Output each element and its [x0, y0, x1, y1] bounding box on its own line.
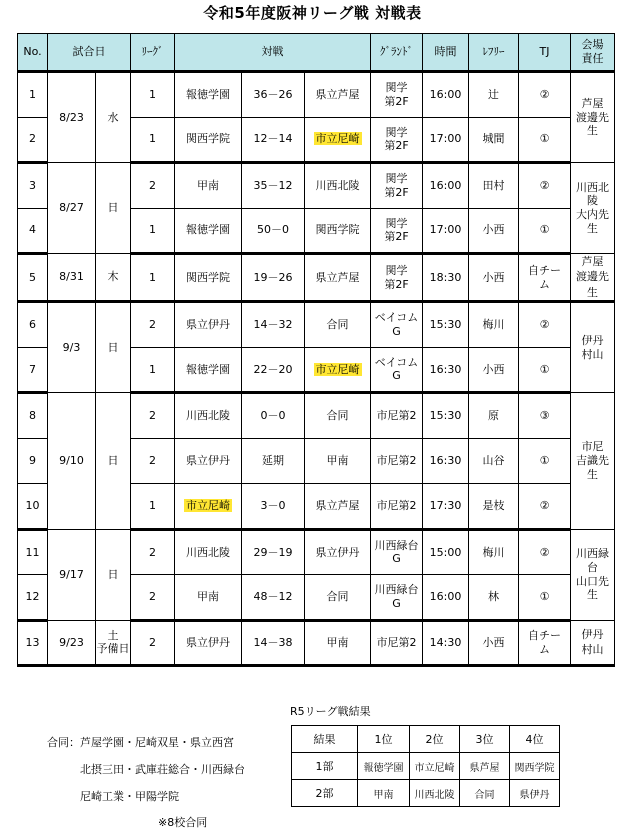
match-time: 17:00 — [423, 208, 469, 254]
match-away — [305, 393, 371, 439]
team-name: 合同 — [326, 409, 349, 423]
team-name: 14－38 — [253, 636, 293, 650]
match-tj: 自チー ム — [519, 620, 571, 666]
match-referee: 林 — [469, 575, 519, 621]
match-home — [175, 117, 242, 163]
ground-line: G — [392, 552, 401, 566]
match-home — [175, 438, 242, 484]
match-score — [242, 72, 305, 118]
team-name: 35－12 — [253, 178, 293, 192]
ground-line: 第2F — [384, 139, 409, 153]
venue-responsible — [571, 254, 615, 302]
match-day: 木 — [96, 254, 131, 302]
match-date: 9/23 — [48, 620, 96, 666]
match-no: 3 — [18, 163, 48, 209]
results-cell: 県伊丹 — [510, 780, 560, 807]
match-away — [305, 208, 371, 254]
match-away — [305, 117, 371, 163]
match-score — [242, 393, 305, 439]
team-name: 県立芦屋 — [315, 87, 360, 101]
team-name: 県立芦屋 — [315, 270, 360, 284]
match-league: 2 — [131, 438, 175, 484]
ground-line: 第2F — [384, 94, 409, 108]
team-name: 0－0 — [260, 409, 286, 423]
ground-line: ベイコムG — [374, 355, 419, 383]
match-row — [18, 163, 615, 209]
match-referee: 是枝 — [469, 484, 519, 530]
match-home — [175, 575, 242, 621]
match-ground — [371, 254, 423, 302]
match-home — [175, 208, 242, 254]
venue-resp-line: 伊丹 — [581, 628, 604, 642]
results-title: R5リーグ戦結果 — [290, 705, 371, 718]
venue-resp-line: 山口先生 — [576, 574, 610, 602]
match-league: 1 — [131, 208, 175, 254]
match-ground — [371, 620, 423, 666]
team-name: 県立伊丹 — [186, 318, 230, 332]
match-away — [305, 163, 371, 209]
match-day: 日 — [96, 302, 131, 393]
match-referee: 梅川 — [469, 302, 519, 348]
match-score — [242, 620, 305, 666]
match-tj: ② — [519, 484, 571, 530]
match-row — [18, 302, 615, 348]
match-day: 日 — [96, 393, 131, 530]
team-name: 関西学院 — [186, 132, 230, 146]
schedule-body — [18, 72, 615, 666]
match-row — [18, 529, 615, 575]
venue-resp-line: 村山 — [581, 643, 604, 657]
match-ground — [371, 347, 423, 393]
match-league: 2 — [131, 575, 175, 621]
page-title: 令和5年度阪神リーグ戦 対戦表 — [203, 4, 422, 22]
match-home — [175, 254, 242, 302]
venue-resp-line: 大内先生 — [576, 208, 610, 235]
team-name: 29－19 — [253, 545, 293, 559]
note-line-4: ※8校合同 — [158, 816, 208, 829]
team-name: 県立伊丹 — [315, 545, 360, 559]
match-row — [18, 393, 615, 439]
venue-resp-line: 村山 — [581, 347, 604, 361]
match-ground — [371, 575, 423, 621]
match-tj: ② — [519, 163, 571, 209]
match-time: 15:30 — [423, 302, 469, 348]
match-home — [175, 163, 242, 209]
results-header-cell: 4位 — [510, 726, 560, 753]
venue-responsible — [571, 620, 615, 666]
team-name: 報徳学園 — [186, 223, 230, 237]
results-cell: 報徳学園 — [358, 753, 410, 780]
match-referee: 小西 — [469, 208, 519, 254]
match-referee: 梅川 — [469, 529, 519, 575]
match-tj: ① — [519, 575, 571, 621]
venue-resp-line: 市尼 — [581, 440, 604, 454]
ground-line: 関学 — [385, 125, 408, 139]
team-name: 県立伊丹 — [186, 636, 230, 650]
match-referee: 辻 — [469, 72, 519, 118]
header-tj: TJ — [519, 34, 571, 72]
match-league: 1 — [131, 484, 175, 530]
match-away — [305, 302, 371, 348]
match-score — [242, 163, 305, 209]
match-tj: ② — [519, 529, 571, 575]
match-no: 5 — [18, 254, 48, 302]
team-name: 川西北陵 — [186, 545, 230, 559]
match-away — [305, 72, 371, 118]
match-away — [305, 254, 371, 302]
match-date: 8/23 — [48, 72, 96, 163]
team-name: 関西学院 — [186, 270, 230, 284]
ground-line: 市尼第2 — [376, 636, 417, 650]
match-time: 16:00 — [423, 575, 469, 621]
note-line-2: 北摂三田・武庫荘総合・川西緑台 — [80, 763, 245, 776]
match-home — [175, 620, 242, 666]
match-league: 2 — [131, 393, 175, 439]
match-day: 土 予備日 — [96, 620, 131, 666]
team-name: 県立芦屋 — [315, 499, 360, 513]
match-home — [175, 393, 242, 439]
results-header-cell: 3位 — [460, 726, 510, 753]
header-league: ﾘｰｸﾞ — [131, 34, 175, 72]
match-home — [175, 529, 242, 575]
match-time: 15:00 — [423, 529, 469, 575]
results-header-row — [292, 726, 560, 753]
venue-responsible — [571, 529, 615, 620]
venue-resp-line: 芦屋 — [581, 255, 604, 268]
match-tj: ③ — [519, 393, 571, 439]
match-referee: 田村 — [469, 163, 519, 209]
match-date: 9/10 — [48, 393, 96, 530]
team-name: 48－12 — [253, 590, 293, 604]
results-header-cell: 2位 — [410, 726, 460, 753]
team-name: 3－0 — [260, 499, 286, 513]
results-row — [292, 753, 560, 780]
match-day: 日 — [96, 163, 131, 254]
match-tj: ① — [519, 438, 571, 484]
match-time: 14:30 — [423, 620, 469, 666]
match-no: 4 — [18, 208, 48, 254]
match-time: 17:00 — [423, 117, 469, 163]
results-cell: 合同 — [460, 780, 510, 807]
match-time: 15:30 — [423, 393, 469, 439]
match-date: 8/27 — [48, 163, 96, 254]
team-name: 合同 — [326, 590, 349, 604]
match-score — [242, 254, 305, 302]
match-league: 1 — [131, 347, 175, 393]
venue-resp-line: 川西緑台 — [576, 547, 610, 574]
match-home — [175, 302, 242, 348]
match-home — [175, 72, 242, 118]
match-no: 11 — [18, 529, 48, 575]
match-referee: 小西 — [469, 254, 519, 302]
match-tj: 自チー ム — [519, 254, 571, 302]
header-date: 試合日 — [48, 34, 131, 72]
match-no: 10 — [18, 484, 48, 530]
match-score — [242, 575, 305, 621]
header-referee: ﾚﾌﾘｰ — [469, 34, 519, 72]
results-cell: 川西北陵 — [410, 780, 460, 807]
match-ground — [371, 438, 423, 484]
match-ground — [371, 117, 423, 163]
match-referee: 小西 — [469, 347, 519, 393]
match-day: 日 — [96, 529, 131, 620]
team-name: 川西北陵 — [315, 178, 360, 192]
team-name: 甲南 — [197, 178, 219, 192]
match-no: 9 — [18, 438, 48, 484]
match-referee: 山谷 — [469, 438, 519, 484]
results-header-cell: 1位 — [358, 726, 410, 753]
match-score — [242, 347, 305, 393]
match-league: 2 — [131, 163, 175, 209]
match-no: 1 — [18, 72, 48, 118]
header-venue-resp-line1: 会場 — [581, 38, 604, 52]
match-away — [305, 620, 371, 666]
match-no: 7 — [18, 347, 48, 393]
results-division: 1部 — [292, 753, 358, 780]
match-no: 13 — [18, 620, 48, 666]
team-name: 市立尼崎 — [186, 499, 230, 513]
ground-line: 川西緑台 — [374, 538, 419, 552]
venue-responsible — [571, 163, 615, 254]
match-league: 1 — [131, 72, 175, 118]
ground-line: 関学 — [385, 172, 408, 185]
match-no: 2 — [18, 117, 48, 163]
schedule-table — [17, 33, 615, 667]
match-day: 水 — [96, 72, 131, 163]
results-cell: 県芦屋 — [460, 753, 510, 780]
match-league: 2 — [131, 620, 175, 666]
team-name: 甲南 — [326, 636, 349, 650]
match-tj: ① — [519, 347, 571, 393]
match-away — [305, 575, 371, 621]
match-away — [305, 438, 371, 484]
match-time: 16:00 — [423, 72, 469, 118]
ground-line: 関学 — [385, 216, 408, 230]
match-ground — [371, 72, 423, 118]
match-row — [18, 620, 615, 666]
match-tj: ② — [519, 72, 571, 118]
results-row — [292, 780, 560, 807]
match-referee: 小西 — [469, 620, 519, 666]
match-score — [242, 484, 305, 530]
ground-line: 第2F — [384, 230, 409, 244]
team-name: 報徳学園 — [186, 362, 230, 376]
match-no: 8 — [18, 393, 48, 439]
match-away — [305, 347, 371, 393]
match-ground — [371, 484, 423, 530]
match-home — [175, 484, 242, 530]
match-referee: 城間 — [469, 117, 519, 163]
ground-line: 第2F — [384, 277, 409, 291]
match-row — [18, 72, 615, 118]
header-no: No. — [18, 34, 48, 72]
team-name: 50－0 — [257, 223, 289, 237]
match-tj: ② — [519, 302, 571, 348]
team-name: 県立伊丹 — [186, 454, 230, 468]
venue-responsible — [571, 393, 615, 530]
venue-resp-line: 渡邊先生 — [576, 110, 610, 138]
match-time: 17:30 — [423, 484, 469, 530]
match-date: 9/3 — [48, 302, 96, 393]
header-match: 対戦 — [175, 34, 371, 72]
match-time: 16:30 — [423, 347, 469, 393]
note-line-3: 尼崎工業・甲陽学院 — [80, 790, 179, 803]
match-referee: 原 — [469, 393, 519, 439]
match-ground — [371, 529, 423, 575]
match-away — [305, 529, 371, 575]
venue-responsible — [571, 72, 615, 163]
match-time: 16:00 — [423, 163, 469, 209]
match-no: 6 — [18, 302, 48, 348]
match-score — [242, 117, 305, 163]
match-league: 2 — [131, 302, 175, 348]
results-table — [291, 725, 560, 807]
ground-line: 市尼第2 — [376, 409, 417, 423]
results-header-cell: 結果 — [292, 726, 358, 753]
ground-line: 関学 — [385, 263, 408, 277]
note-line-1: 合同：芦屋学園・尼崎双星・県立西宮 — [47, 736, 234, 749]
match-ground — [371, 163, 423, 209]
ground-line: 川西緑台 — [374, 583, 419, 597]
match-league: 2 — [131, 529, 175, 575]
team-name: 関西学院 — [315, 223, 360, 237]
match-league: 1 — [131, 254, 175, 302]
ground-line: 市尼第2 — [376, 454, 417, 468]
team-name: 市立尼崎 — [315, 132, 360, 146]
match-date: 9/17 — [48, 529, 96, 620]
match-away — [305, 484, 371, 530]
ground-line: G — [392, 596, 401, 610]
team-name: 12－14 — [253, 132, 293, 146]
match-time: 16:30 — [423, 438, 469, 484]
team-name: 14－32 — [253, 318, 293, 332]
match-time: 18:30 — [423, 254, 469, 302]
venue-resp-line: 川西北陵 — [576, 180, 610, 208]
venue-resp-line: 伊丹 — [581, 333, 604, 347]
match-ground — [371, 393, 423, 439]
team-name: 延期 — [262, 454, 284, 468]
header-venue-resp — [571, 34, 615, 72]
team-name: 甲南 — [197, 590, 219, 604]
results-division: 2部 — [292, 780, 358, 807]
match-tj: ① — [519, 117, 571, 163]
header-time: 時間 — [423, 34, 469, 72]
match-home — [175, 347, 242, 393]
schedule-header-row — [18, 34, 615, 72]
results-cell: 甲南 — [358, 780, 410, 807]
team-name: 市立尼崎 — [315, 362, 360, 376]
team-name: 36－26 — [253, 87, 293, 101]
header-ground: ｸﾞﾗﾝﾄﾞ — [371, 34, 423, 72]
results-cell: 市立尼崎 — [410, 753, 460, 780]
team-name: 報徳学園 — [186, 87, 230, 101]
venue-resp-line: 吉識先生 — [576, 454, 610, 481]
match-score — [242, 208, 305, 254]
team-name: 川西北陵 — [186, 409, 230, 423]
ground-line: 市尼第2 — [376, 499, 417, 513]
match-tj: ① — [519, 208, 571, 254]
ground-line: ベイコムG — [374, 311, 419, 338]
match-league: 1 — [131, 117, 175, 163]
venue-resp-line: 渡邊先生 — [576, 270, 610, 299]
results-cell: 関西学院 — [510, 753, 560, 780]
match-no: 12 — [18, 575, 48, 621]
match-score — [242, 529, 305, 575]
match-date: 8/31 — [48, 254, 96, 302]
venue-resp-line: 芦屋 — [581, 96, 604, 110]
team-name: 甲南 — [326, 454, 349, 468]
team-name: 22－20 — [253, 362, 293, 376]
match-score — [242, 302, 305, 348]
team-name: 19－26 — [253, 270, 293, 284]
match-row — [18, 254, 615, 302]
match-ground — [371, 302, 423, 348]
venue-responsible — [571, 302, 615, 393]
match-score — [242, 438, 305, 484]
match-ground — [371, 208, 423, 254]
header-venue-resp-line2: 責任 — [581, 52, 604, 65]
ground-line: 関学 — [385, 81, 408, 94]
team-name: 合同 — [326, 318, 349, 332]
ground-line: 第2F — [384, 185, 409, 199]
